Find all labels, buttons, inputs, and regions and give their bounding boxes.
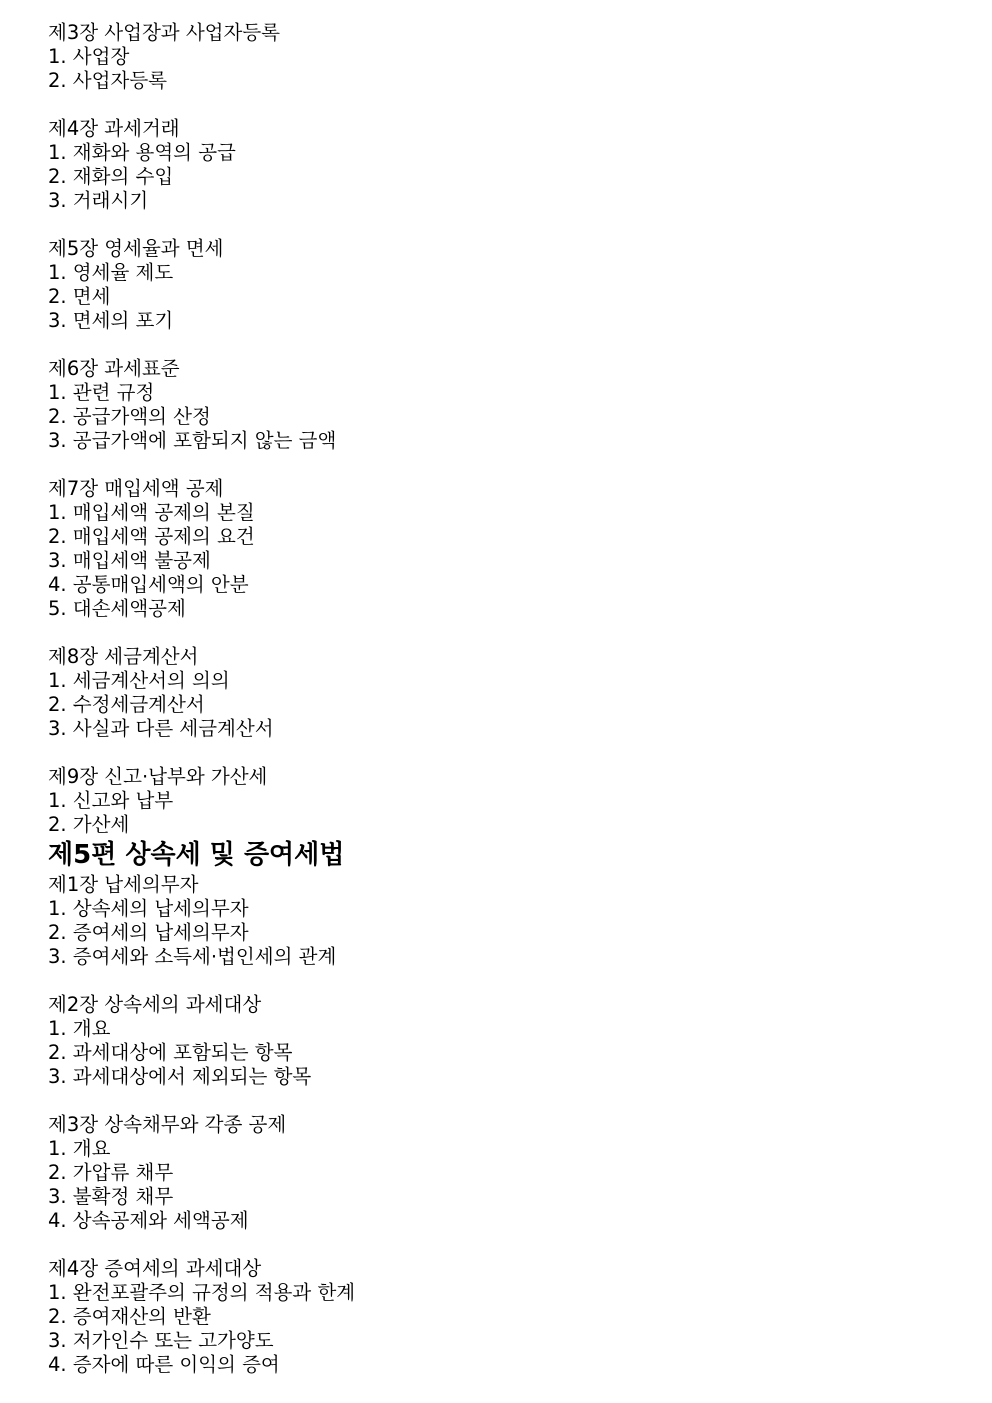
chapter-heading: 제3장 사업장과 사업자등록 bbox=[48, 21, 281, 44]
spacer bbox=[48, 969, 992, 993]
spacer bbox=[48, 741, 992, 765]
section-item: 1. 완전포괄주의 규정의 적용과 한계 bbox=[48, 1281, 356, 1304]
section-item: 3. 면세의 포기 bbox=[48, 309, 174, 332]
section-item: 1. 영세율 제도 bbox=[48, 261, 174, 284]
section-item: 2. 매입세액 공제의 요건 bbox=[48, 525, 255, 548]
section-item: 4. 상속공제와 세액공제 bbox=[48, 1209, 249, 1232]
section-item: 2. 가산세 bbox=[48, 813, 130, 836]
section-item: 3. 증여세와 소득세·법인세의 관계 bbox=[48, 945, 337, 968]
section-item: 4. 공통매입세액의 안분 bbox=[48, 573, 249, 596]
section-item: 2. 증여재산의 반환 bbox=[48, 1305, 211, 1328]
section-item: 1. 세금계산서의 의의 bbox=[48, 669, 230, 692]
spacer bbox=[48, 1233, 992, 1257]
part-heading: 제5편 상속세 및 증여세법 bbox=[48, 840, 345, 870]
section-item: 1. 개요 bbox=[48, 1137, 111, 1160]
section-item: 4. 증자에 따른 이익의 증여 bbox=[48, 1353, 280, 1376]
section-item: 1. 상속세의 납세의무자 bbox=[48, 897, 249, 920]
section-item: 2. 수정세금계산서 bbox=[48, 693, 205, 716]
section-item: 1. 재화와 용역의 공급 bbox=[48, 141, 236, 164]
chapter-heading: 제4장 증여세의 과세대상 bbox=[48, 1257, 262, 1280]
chapter-heading: 제5장 영세율과 면세 bbox=[48, 237, 224, 260]
section-item: 1. 사업장 bbox=[48, 45, 130, 68]
section-item: 2. 재화의 수입 bbox=[48, 165, 174, 188]
chapter-heading: 제3장 상속채무와 각종 공제 bbox=[48, 1113, 287, 1136]
chapter-heading: 제4장 과세거래 bbox=[48, 117, 180, 140]
chapter-heading: 제2장 상속세의 과세대상 bbox=[48, 993, 262, 1016]
section-item: 3. 공급가액에 포함되지 않는 금액 bbox=[48, 429, 337, 452]
section-item: 2. 가압류 채무 bbox=[48, 1161, 174, 1184]
section-item: 3. 거래시기 bbox=[48, 189, 149, 212]
chapter-heading: 제6장 과세표준 bbox=[48, 357, 180, 380]
section-item: 2. 면세 bbox=[48, 285, 111, 308]
section-item: 1. 매입세액 공제의 본질 bbox=[48, 501, 255, 524]
chapter-heading: 제1장 납세의무자 bbox=[48, 873, 199, 896]
spacer bbox=[48, 333, 992, 357]
section-item: 3. 매입세액 불공제 bbox=[48, 549, 211, 572]
section-item: 1. 신고와 납부 bbox=[48, 789, 174, 812]
spacer bbox=[48, 213, 992, 237]
chapter-heading: 제9장 신고·납부와 가산세 bbox=[48, 765, 268, 788]
section-item: 3. 저가인수 또는 고가양도 bbox=[48, 1329, 274, 1352]
section-item: 2. 공급가액의 산정 bbox=[48, 405, 211, 428]
spacer bbox=[48, 453, 992, 477]
section-item: 2. 과세대상에 포함되는 항목 bbox=[48, 1041, 293, 1064]
section-item: 3. 불확정 채무 bbox=[48, 1185, 174, 1208]
section-item: 3. 사실과 다른 세금계산서 bbox=[48, 717, 274, 740]
section-item: 1. 관련 규정 bbox=[48, 381, 155, 404]
section-item: 5. 대손세액공제 bbox=[48, 597, 186, 620]
spacer bbox=[48, 621, 992, 645]
table-of-contents bbox=[48, 21, 992, 1377]
chapter-heading: 제7장 매입세액 공제 bbox=[48, 477, 224, 500]
section-item: 3. 과세대상에서 제외되는 항목 bbox=[48, 1065, 312, 1088]
chapter-heading: 제8장 세금계산서 bbox=[48, 645, 199, 668]
spacer bbox=[48, 93, 992, 117]
section-item: 2. 사업자등록 bbox=[48, 69, 167, 92]
spacer bbox=[48, 1089, 992, 1113]
section-item: 2. 증여세의 납세의무자 bbox=[48, 921, 249, 944]
section-item: 1. 개요 bbox=[48, 1017, 111, 1040]
